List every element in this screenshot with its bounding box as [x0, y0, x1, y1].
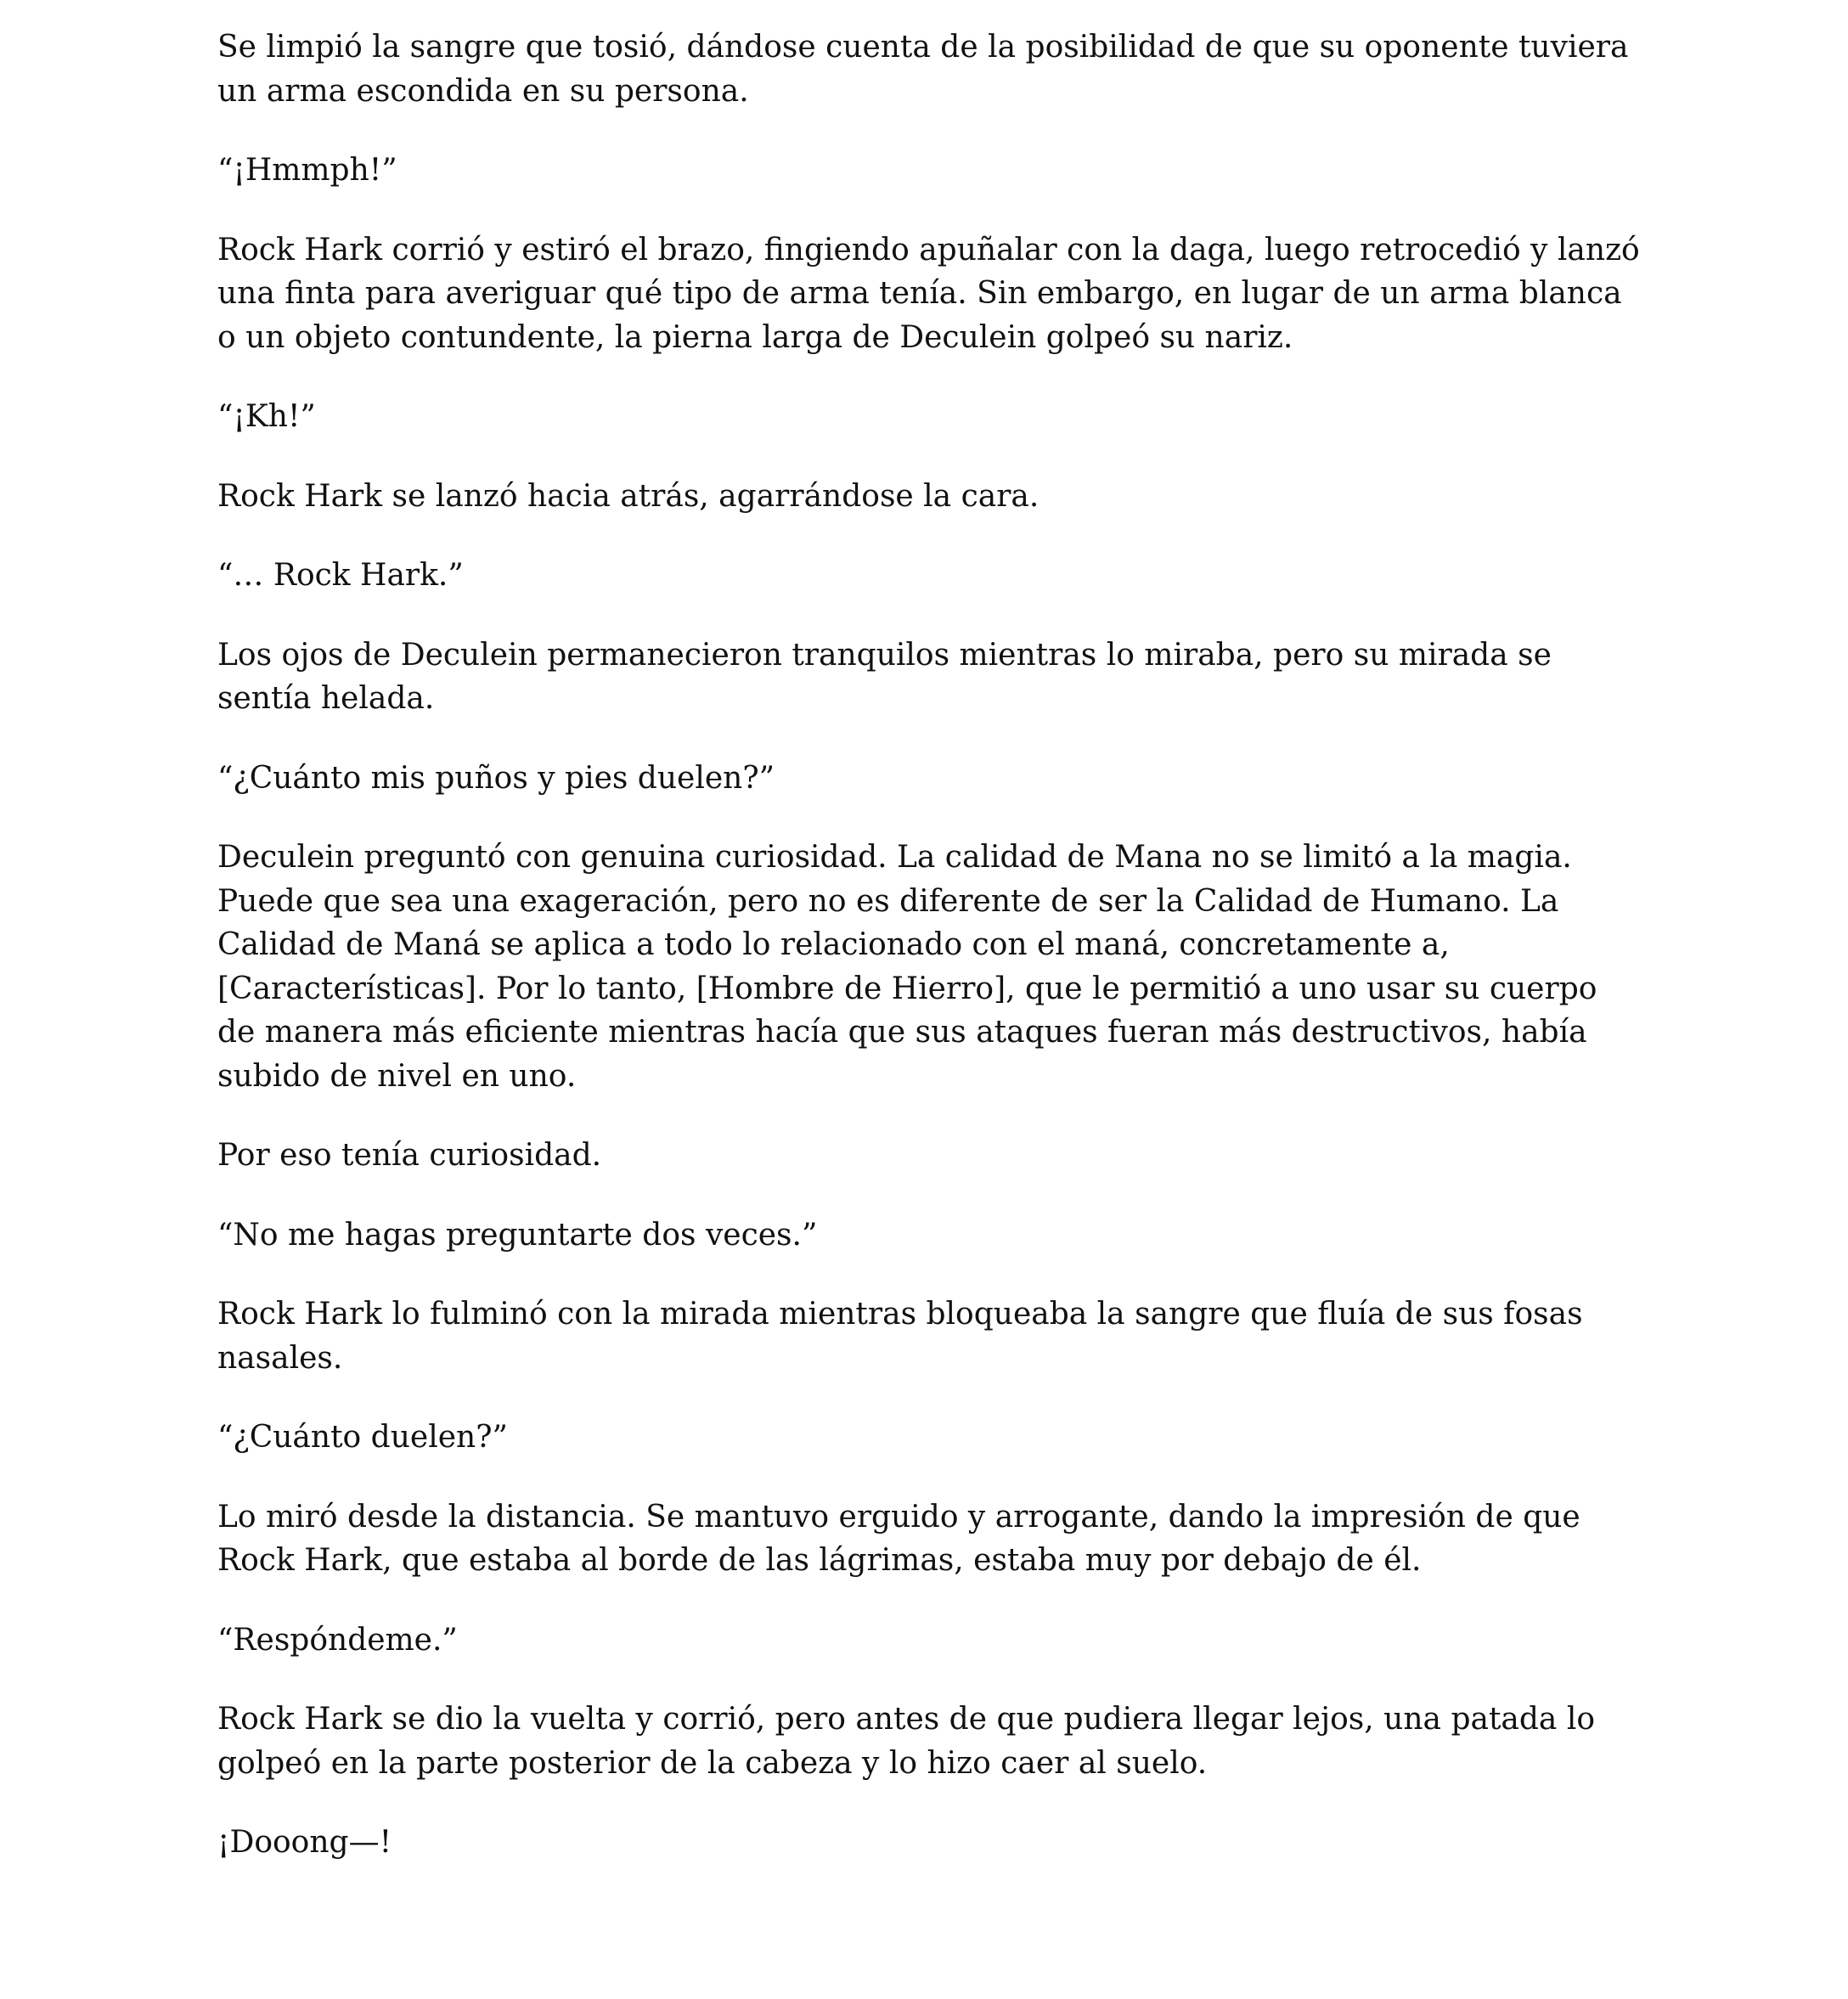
- paragraph: Se limpió la sangre que tosió, dándose cuenta de la posibilidad de que su oponente tuviera un arma escondida en su persona.: [217, 30, 1629, 109]
- paragraph: Rock Hark corrió y estiró el brazo, fingiendo apuñalar con la daga, luego retrocedió y lanzó una finta para averiguar qué tipo de arma tenía. Sin embargo, en lugar de un arma blanca o un objeto contundente, la pierna larga de Deculein golpeó su nariz.: [217, 232, 1640, 355]
- paragraph: “¡Kh!”: [217, 399, 316, 434]
- paragraph: Los ojos de Deculein permanecieron tranquilos mientras lo miraba, pero su mirada se sentía helada.: [217, 637, 1552, 716]
- paragraph: Rock Hark se dio la vuelta y corrió, pero antes de que pudiera llegar lejos, una patada lo golpeó en la parte posterior de la cabeza y lo hizo caer al suelo.: [217, 1702, 1596, 1781]
- paragraph: “No me hagas preguntarte dos veces.”: [217, 1217, 818, 1253]
- paragraph: “Respóndeme.”: [217, 1622, 458, 1658]
- paragraph: ¡Dooong—!: [217, 1825, 392, 1860]
- paragraph: Por eso tenía curiosidad.: [217, 1138, 602, 1173]
- paragraph: Rock Hark se lanzó hacia atrás, agarrándose la cara.: [217, 478, 1040, 514]
- document-page: [217, 25, 1644, 1865]
- paragraph: Rock Hark lo fulminó con la mirada mientras bloqueaba la sangre que fluía de sus fosas nasales.: [217, 1297, 1583, 1376]
- paragraph: “… Rock Hark.”: [217, 558, 464, 593]
- paragraph: Deculein preguntó con genuina curiosidad. La calidad de Mana no se limitó a la magia. Puede que sea una exageración, pero no es diferente de ser la Calidad de Humano. La Calidad de Maná se aplica a todo lo relacionado con el maná, concretamente a, [Características]. Por lo tanto, [Hombre de Hierro], que le permitió a uno usar su cuerpo de manera más eficiente mientras hacía que sus ataques fueran más destructivos, había subido de nivel en uno.: [217, 840, 1597, 1094]
- paragraph: “¿Cuánto mis puños y pies duelen?”: [217, 760, 775, 796]
- paragraph: “¡Hmmph!”: [217, 153, 397, 188]
- paragraph: Lo miró desde la distancia. Se mantuvo erguido y arrogante, dando la impresión de que Rock Hark, que estaba al borde de las lágrimas, estaba muy por debajo de él.: [217, 1499, 1580, 1578]
- paragraph: “¿Cuánto duelen?”: [217, 1420, 508, 1455]
